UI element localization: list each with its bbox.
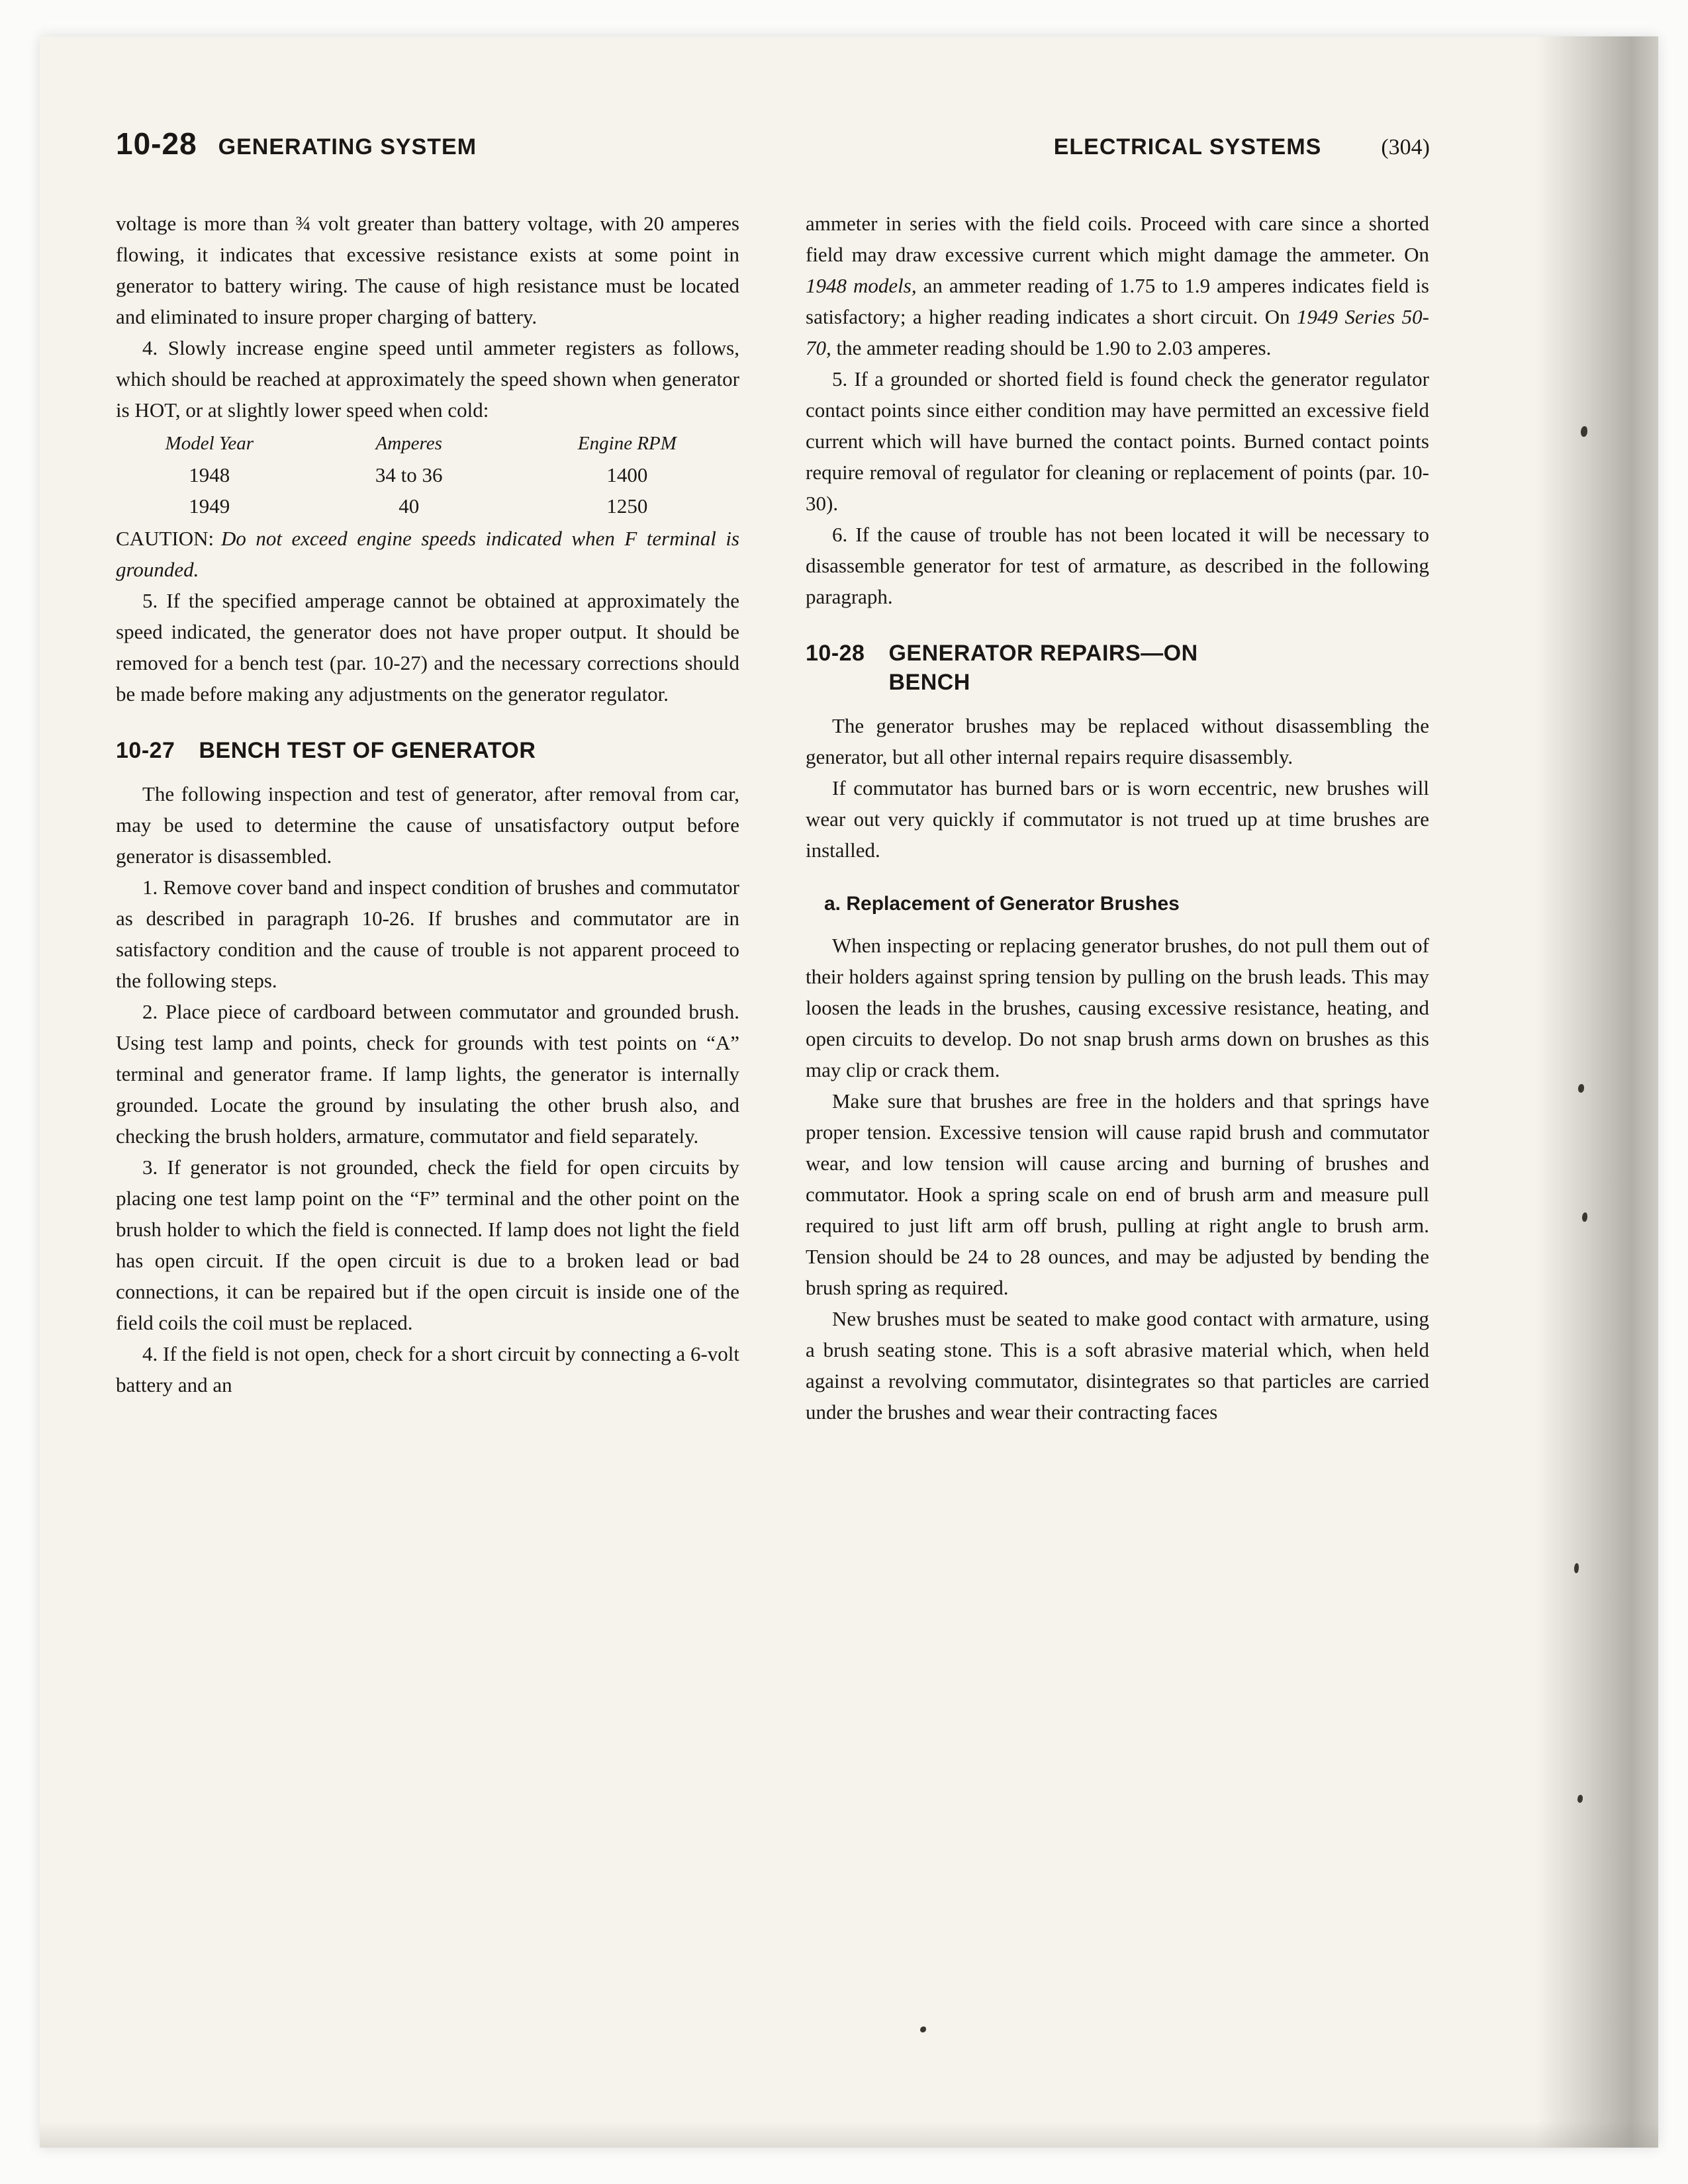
page-content (116, 126, 1430, 1428)
table-header-engine-rpm: Engine RPM (577, 433, 677, 454)
table-header-model-year: Model Year (165, 433, 254, 454)
caution-note (116, 523, 739, 585)
header-section-title: GENERATING SYSTEM (218, 134, 477, 159)
paragraph-intro: The following inspection and test of generator, after removal from car, may be used to determine the cause of unsatisfactory output before generator is disassembled. (116, 782, 739, 868)
amperage-spec-table (116, 428, 739, 522)
caution-label: CAUTION: (116, 527, 214, 550)
header-right (1054, 134, 1430, 160)
table-cell-year-1949: 1949 (189, 494, 230, 518)
page-number: (304) (1381, 135, 1430, 159)
paragraph-step-5: 5. If the specified amperage cannot be obtained at approximately the speed indicated, the generator does not have proper output. It should be removed for a bench test (par. 10-27) and the necessary corrections should be made before making any adjustments on the generator regulator. (116, 589, 739, 705)
paragraph-step-4: 4. Slowly increase engine speed until ammeter registers as follows, which should be reached at approximately the speed shown when generator is HOT, or at slightly lower speed when cold: (116, 336, 739, 422)
right-column (806, 208, 1429, 1428)
caution-text: Do not exceed engine speeds indicated when F terminal is grounded. (116, 527, 739, 581)
paragraph-brushes-1: When inspecting or replacing generator brushes, do not pull them out of their holders against spring tension by pulling on the brush leads. This may loosen the leads in the brushes, causing excessive resistance, heating, and open circuits to develop. Do not snap brush arms down on brushes as this may clip or crack them. (806, 934, 1429, 1081)
two-column-layout (116, 208, 1430, 1428)
section-title-line-1: GENERATOR REPAIRS—ON (888, 641, 1198, 666)
header-section-number: 10-28 (116, 126, 197, 161)
table-cell-amps-1948: 34 to 36 (375, 463, 443, 486)
table-cell-year-1948: 1948 (189, 463, 230, 486)
paragraph-continuation: voltage is more than ¾ volt greater than battery voltage, with 20 amperes flowing, it indicates that excessive resistance exists at some point in generator to battery wiring. The cause of high resistance must be located and eliminated to insure proper charging of battery. (116, 212, 739, 328)
paragraph-step-6: 6. If the cause of trouble has not been located it will be necessary to disassemble generator for test of armature, as described in the following paragraph. (806, 523, 1429, 608)
page-header (116, 126, 1430, 161)
paragraph-step-3: 3. If generator is not grounded, check the field for open circuits by placing one test lamp point on the “F” terminal and the other point on the brush holder to which the field is connected. If lamp does not light the field has open circuit. If the open circuit is due to a broken lead or bad connections, it can be repaired but if the open circuit is inside one of the field coils the coil must be replaced. (116, 1156, 739, 1334)
paragraph-step-5: 5. If a grounded or shorted field is found check the generator regulator contact points since either condition may have permitted an excessive field current which will have burned the contact points. Burned contact points require removal of regulator for cleaning or replacement of points (par. 10-30). (806, 367, 1429, 515)
header-left (116, 126, 477, 161)
section-heading-10-27 (116, 736, 739, 765)
section-heading-10-28 (806, 639, 1429, 697)
section-title-line-2: BENCH (888, 670, 970, 695)
paragraph-brushes-2: Make sure that brushes are free in the holders and that springs have proper tension. Excessive tension will cause rapid brush and commutator wear, and low tension will cause arcing and burning of brushes and commutator. Hook a spring scale on end of brush arm and measure pull required to just lift arm off brush, pulling at right angle to brush arm. Tension should be 24 to 28 ounces, and may be adjusted by bending the brush spring as required. (806, 1089, 1429, 1299)
manual-page (40, 36, 1658, 2148)
paragraph-continuation (806, 208, 1429, 363)
italic-model-1948: 1948 models, (806, 274, 917, 297)
left-column (116, 208, 739, 1428)
section-number: 10-27 (116, 738, 175, 763)
paragraph-repairs-2: If commutator has burned bars or is worn eccentric, new brushes will wear out very quickly if commutator is not trued up at time brushes are installed. (806, 776, 1429, 862)
header-chapter-title: ELECTRICAL SYSTEMS (1053, 134, 1322, 159)
section-title: BENCH TEST OF GENERATOR (199, 738, 536, 763)
text-run: the ammeter reading should be 1.90 to 2.03 amperes. (831, 336, 1272, 359)
text-run: an ammeter reading of 1.75 to 1.9 amperes indicates field is satisfactory; a higher reading indicates a short circuit. On (806, 274, 1429, 328)
table-header-amperes: Amperes (375, 433, 442, 454)
table-cell-rpm-1948: 1400 (606, 463, 648, 486)
paragraph-step-2: 2. Place piece of cardboard between commutator and grounded brush. Using test lamp and points, check for grounds with test points on “A” terminal and generator frame. If lamp lights, the generator is internally grounded. Locate the ground by insulating the other brush also, and checking the brush holders, armature, commutator and field separately. (116, 1000, 739, 1148)
paragraph-step-1: 1. Remove cover band and inspect condition of brushes and commutator as described in paragraph 10-26. If brushes and commutator are in satisfactory condition and the cause of trouble is not apparent proceed to the following steps. (116, 876, 739, 992)
section-title (888, 639, 1197, 697)
text-run: ammeter in series with the field coils. Proceed with care since a shorted field may draw excessive current which might damage the ammeter. On (806, 212, 1429, 266)
table-cell-amps-1949: 40 (399, 494, 420, 518)
paragraph-brushes-3: New brushes must be seated to make good contact with armature, using a brush seating stone. This is a soft abrasive material which, when held against a revolving commutator, disintegrates so that particles are carried under the brushes and wear their contracting faces (806, 1307, 1429, 1424)
table-cell-rpm-1949: 1250 (606, 494, 648, 518)
paragraph-repairs-1: The generator brushes may be replaced without disassembling the generator, but all other internal repairs require disassembly. (806, 714, 1429, 768)
section-number: 10-28 (806, 641, 865, 666)
italic-series-1949: 1949 Series 50-70, (806, 305, 1429, 359)
subsection-heading-a: a. Replacement of Generator Brushes (824, 893, 1180, 915)
paragraph-step-4-continued: 4. If the field is not open, check for a short circuit by connecting a 6-volt battery and an (116, 1342, 739, 1396)
